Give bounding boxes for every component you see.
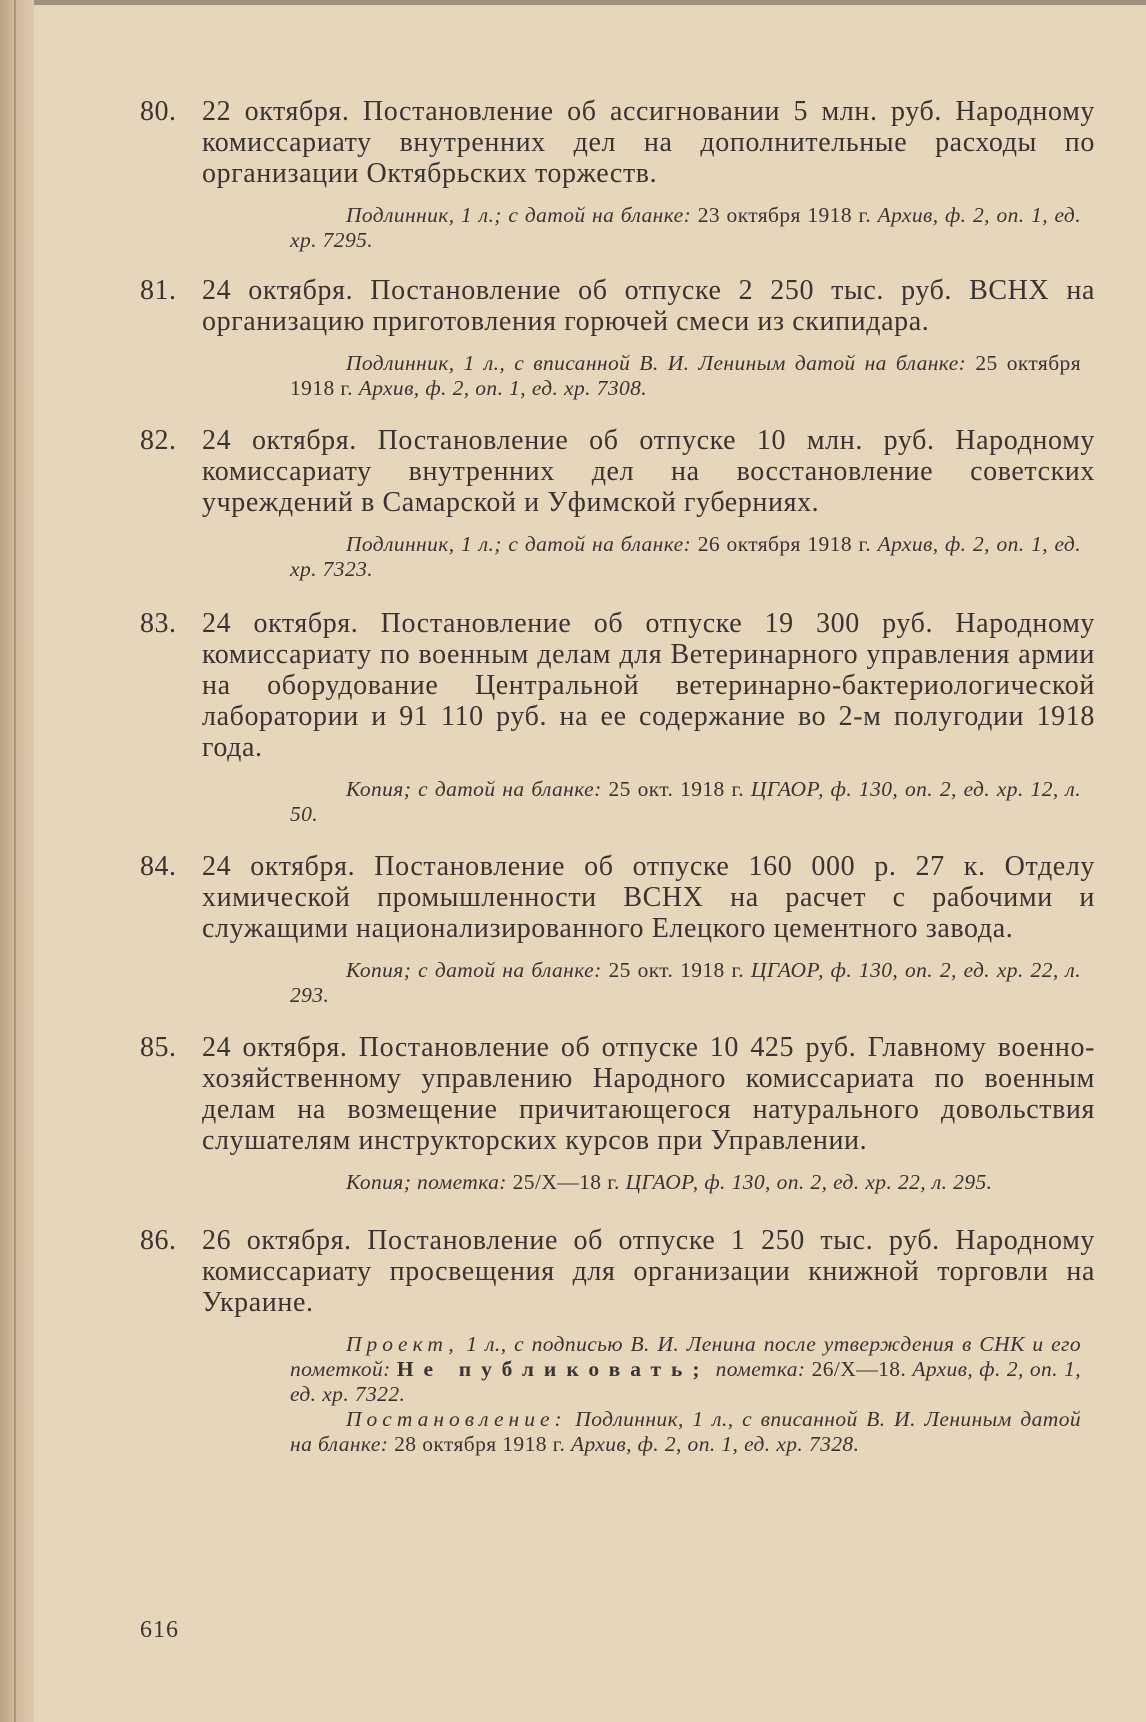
entry-text: 22 октября. Постановление об ассигновании 5 млн. руб. Народному комиссариату внутренних дел на дополнительные расходы по организации Октябрьских торжеств. (202, 96, 1095, 189)
entry-80 (140, 96, 1095, 253)
entry-source-resolution: Постановление: Подлинник, 1 л., с вписанной В. И. Лениным датой на бланке: 28 октября 1918 г. Архив, ф. 2, оп. 1, ед. хр. 7328. (290, 1407, 1081, 1456)
entry-text: 24 октября. Постановление об отпуске 160 000 р. 27 к. Отделу химической промышленности ВСНХ на расчет с рабочими и служащими национализированного Елецкого цементного завода. (202, 851, 1095, 944)
entry-number: 80. (140, 96, 177, 127)
entry-source: Подлинник, 1 л., с вписанной В. И. Лениным датой на бланке: 25 октября 1918 г. Архив, ф. 2, оп. 1, ед. хр. 7308. (290, 351, 1081, 400)
entry-number: 82. (140, 425, 177, 456)
page-number: 616 (140, 1617, 179, 1643)
entry-number: 86. (140, 1225, 177, 1256)
entry-text: 24 октября. Постановление об отпуске 10 425 руб. Главному военно-хозяйственному управлению Народного комиссариата по военным делам на возмещение причитающегося натурального довольствия слушателям инструкторских курсов при Управлении. (202, 1032, 1095, 1156)
entry-source-project: Проект, 1 л., с подписью В. И. Ленина после утверждения в СНК и его пометкой: Не публиковать; пометка: 26/Х—18. Архив, ф. 2, оп. 1, ед. хр. 7322. (290, 1332, 1081, 1406)
entry-text: 24 октября. Постановление об отпуске 10 млн. руб. Народному комиссариату внутренних дел на восстановление советских учреждений в Самарской и Уфимской губерниях. (202, 425, 1095, 518)
entry-83 (140, 608, 1095, 827)
book-spine-edge (0, 0, 34, 1722)
entry-81 (140, 275, 1095, 401)
entry-source: Копия; пометка: 25/Х—18 г. ЦГАОР, ф. 130, оп. 2, ед. хр. 22, л. 295. (346, 1170, 993, 1194)
entry-84 (140, 851, 1095, 1008)
entry-number: 83. (140, 608, 177, 639)
entry-number: 81. (140, 275, 177, 306)
entry-source: Подлинник, 1 л.; с датой на бланке: 26 октября 1918 г. Архив, ф. 2, оп. 1, ед. хр. 7323. (290, 532, 1081, 581)
entry-text: 24 октября. Постановление об отпуске 2 250 тыс. руб. ВСНХ на организацию приготовления горючей смеси из скипидара. (202, 275, 1095, 337)
entry-source: Копия; с датой на бланке: 25 окт. 1918 г. ЦГАОР, ф. 130, оп. 2, ед. хр. 22, л. 293. (290, 958, 1081, 1007)
entry-number: 84. (140, 851, 177, 882)
entry-text: 26 октября. Постановление об отпуске 1 250 тыс. руб. Народному комиссариату просвещения для организации книжной торговли на Украине. (202, 1225, 1095, 1318)
entry-85 (140, 1032, 1095, 1195)
entry-source: Копия; с датой на бланке: 25 окт. 1918 г. ЦГАОР, ф. 130, оп. 2, ед. хр. 12, л. 50. (290, 777, 1081, 826)
entry-text: 24 октября. Постановление об отпуске 19 300 руб. Народному комиссариату по военным делам для Ветеринарного управления армии на оборудование Центральной ветеринарно-бактериологической лаборатории и 91 110 руб. на ее содержание во 2-м полугодии 1918 года. (202, 608, 1095, 763)
entry-86 (140, 1225, 1095, 1457)
top-edge-line (0, 0, 1146, 5)
entry-source: Подлинник, 1 л.; с датой на бланке: 23 октября 1918 г. Архив, ф. 2, оп. 1, ед. хр. 7295. (290, 203, 1081, 252)
document-body (140, 96, 1095, 1477)
entry-number: 85. (140, 1032, 177, 1063)
entry-82 (140, 425, 1095, 582)
